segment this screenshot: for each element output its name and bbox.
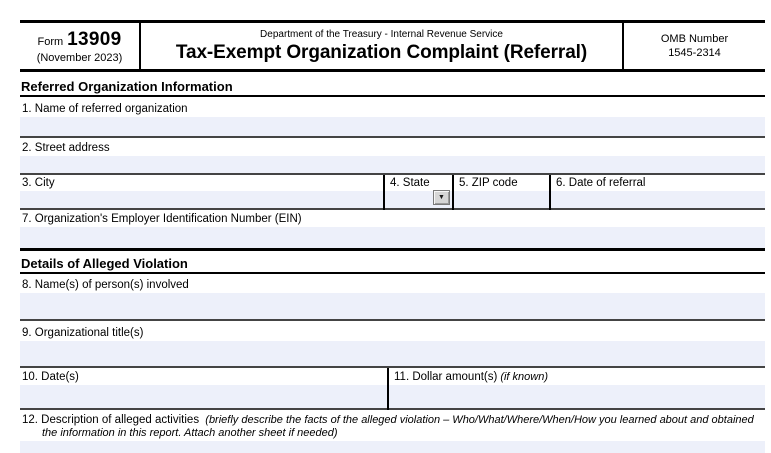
street-input[interactable] <box>20 156 765 175</box>
dates-input[interactable] <box>20 385 387 410</box>
form-header <box>20 20 765 72</box>
field-dates-label: 10. Date(s) <box>22 371 79 383</box>
field-zip <box>452 175 549 210</box>
field-org-titles <box>20 321 765 368</box>
org-name-input[interactable] <box>20 117 765 138</box>
agency-line: Department of the Treasury - Internal Revenue Service <box>260 28 503 40</box>
form-title-box <box>141 23 624 69</box>
state-dropdown-button[interactable] <box>433 190 450 205</box>
field-org-name <box>20 97 765 138</box>
field-street <box>20 138 765 175</box>
persons-involved-input[interactable] <box>20 293 765 321</box>
state-select[interactable] <box>385 191 452 210</box>
field-dollar-amounts <box>387 368 765 410</box>
dollar-amounts-input[interactable] <box>389 385 765 410</box>
org-titles-input[interactable] <box>20 341 765 368</box>
form-number: 13909 <box>67 28 122 50</box>
field-zip-label: 5. ZIP code <box>459 177 518 189</box>
field-referral-date <box>549 175 765 210</box>
dollar-amounts-label-main: 11. Dollar amount(s) <box>394 371 498 383</box>
field-description <box>20 410 765 453</box>
row-city-state-zip-date <box>20 175 765 210</box>
omb-label: OMB Number <box>660 33 729 45</box>
field-referral-date-label: 6. Date of referral <box>556 177 646 189</box>
description-label-main: 12. Description of alleged activities <box>22 414 200 426</box>
form-revision-date: (November 2023) <box>36 51 123 64</box>
field-ein-label: 7. Organization's Employer Identification Number (EIN) <box>22 213 302 225</box>
city-input[interactable] <box>20 191 383 210</box>
form-word: Form <box>37 35 64 48</box>
field-city <box>20 175 383 210</box>
omb-box <box>624 23 765 69</box>
row-dates-dollar <box>20 368 765 410</box>
field-org-titles-label: 9. Organizational title(s) <box>22 327 144 339</box>
omb-number: 1545-2314 <box>668 47 721 59</box>
section-title-violation: Details of Alleged Violation <box>20 251 765 274</box>
field-state <box>383 175 452 210</box>
field-persons-involved <box>20 274 765 321</box>
field-dollar-amounts-label <box>389 368 765 385</box>
zip-input[interactable] <box>454 191 549 210</box>
chevron-down-icon: ▼ <box>438 194 445 201</box>
field-ein <box>20 210 765 251</box>
field-org-name-label: 1. Name of referred organization <box>22 103 188 115</box>
description-input[interactable] <box>20 441 765 453</box>
form-number-box <box>20 23 141 69</box>
section-title-org-info: Referred Organization Information <box>20 72 765 97</box>
field-city-label: 3. City <box>22 177 55 189</box>
description-label-note: (briefly describe the facts of the alleged violation – Who/What/Where/When/How you learned about and obtained the information in this report. Attach another sheet if needed) <box>42 414 754 439</box>
field-street-label: 2. Street address <box>22 142 110 154</box>
field-description-label <box>20 410 765 441</box>
field-state-label: 4. State <box>390 177 430 189</box>
field-persons-involved-label: 8. Name(s) of person(s) involved <box>22 279 189 291</box>
referral-date-input[interactable] <box>551 191 765 210</box>
form-number-line <box>37 29 121 51</box>
form-title: Tax-Exempt Organization Complaint (Referral) <box>175 41 588 63</box>
dollar-amounts-label-note: (if known) <box>500 371 549 383</box>
ein-input[interactable] <box>20 227 765 251</box>
field-dates <box>20 368 387 410</box>
